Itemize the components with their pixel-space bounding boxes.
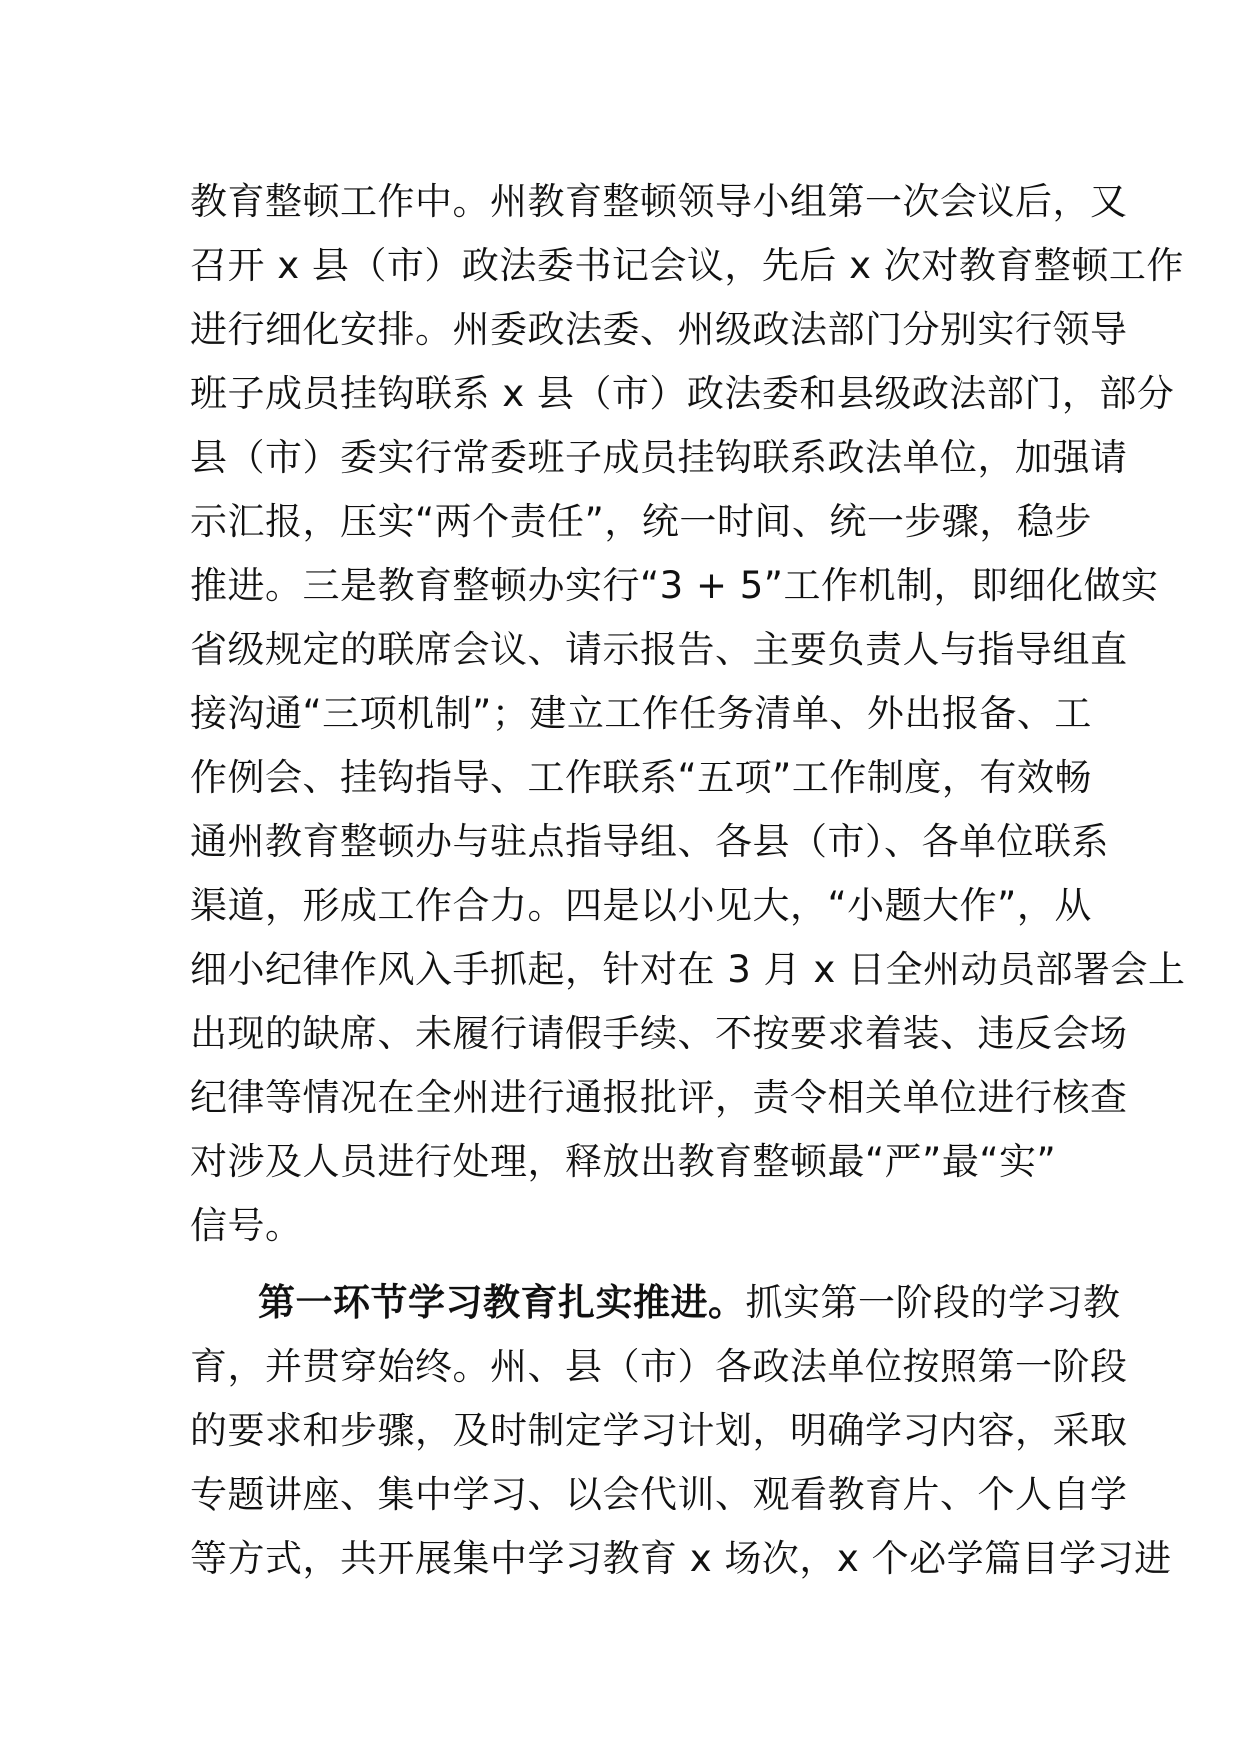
section-heading: 第一环节学习教育扎实推进。 xyxy=(258,1281,746,1324)
paragraph-line: 示汇报，压实“两个责任”，统一时间、统一步骤，稳步 xyxy=(190,500,1092,543)
paragraph-line: 召开 x 县（市）政法委书记会议，先后 x 次对教育整顿工作 xyxy=(190,244,1184,287)
paragraph-line: 细小纪律作风入手抓起，针对在 3 月 x 日全州动员部署会上 xyxy=(190,948,1186,991)
paragraph-line: 对涉及人员进行处理，释放出教育整顿最“严”最“实” xyxy=(190,1140,1057,1183)
paragraph-line: 进行细化安排。州委政法委、州级政法部门分别实行领导 xyxy=(190,308,1128,351)
paragraph-text: 抓实第一阶段的学习教 xyxy=(745,1281,1121,1324)
paragraph-line: 省级规定的联席会议、请示报告、主要负责人与指导组直 xyxy=(190,628,1128,671)
paragraph-line: 班子成员挂钩联系 x 县（市）政法委和县级政法部门，部分 xyxy=(190,372,1175,415)
paragraph-line: 推进。三是教育整顿办实行“3 + 5”工作机制，即细化做实 xyxy=(190,564,1159,607)
paragraph-line: 纪律等情况在全州进行通报批评，责令相关单位进行核查 xyxy=(190,1076,1128,1119)
paragraph-line: 通州教育整顿办与驻点指导组、各县（市）、各单位联系 xyxy=(190,820,1109,863)
paragraph-line: 的要求和步骤，及时制定学习计划，明确学习内容，采取 xyxy=(190,1409,1128,1452)
paragraph-line: 接沟通“三项机制”；建立工作任务清单、外出报备、工 xyxy=(190,692,1092,735)
paragraph-line: 信号。 xyxy=(190,1204,303,1247)
paragraph-first-line xyxy=(258,1275,1121,1331)
paragraph-line: 等方式，共开展集中学习教育 x 场次，x 个必学篇目学习进 xyxy=(190,1537,1172,1580)
paragraph-line: 渠道，形成工作合力。四是以小见大，“小题大作”，从 xyxy=(190,884,1092,927)
paragraph-line: 教育整顿工作中。州教育整顿领导小组第一次会议后，又 xyxy=(190,180,1128,223)
paragraph-line: 作例会、挂钩指导、工作联系“五项”工作制度，有效畅 xyxy=(190,756,1092,799)
paragraph-line: 出现的缺席、未履行请假手续、不按要求着装、违反会场 xyxy=(190,1012,1128,1055)
paragraph-line: 育，并贯穿始终。州、县（市）各政法单位按照第一阶段 xyxy=(190,1345,1128,1388)
paragraph-line: 专题讲座、集中学习、以会代训、观看教育片、个人自学 xyxy=(190,1473,1128,1516)
paragraph-line: 县（市）委实行常委班子成员挂钩联系政法单位，加强请 xyxy=(190,436,1128,479)
